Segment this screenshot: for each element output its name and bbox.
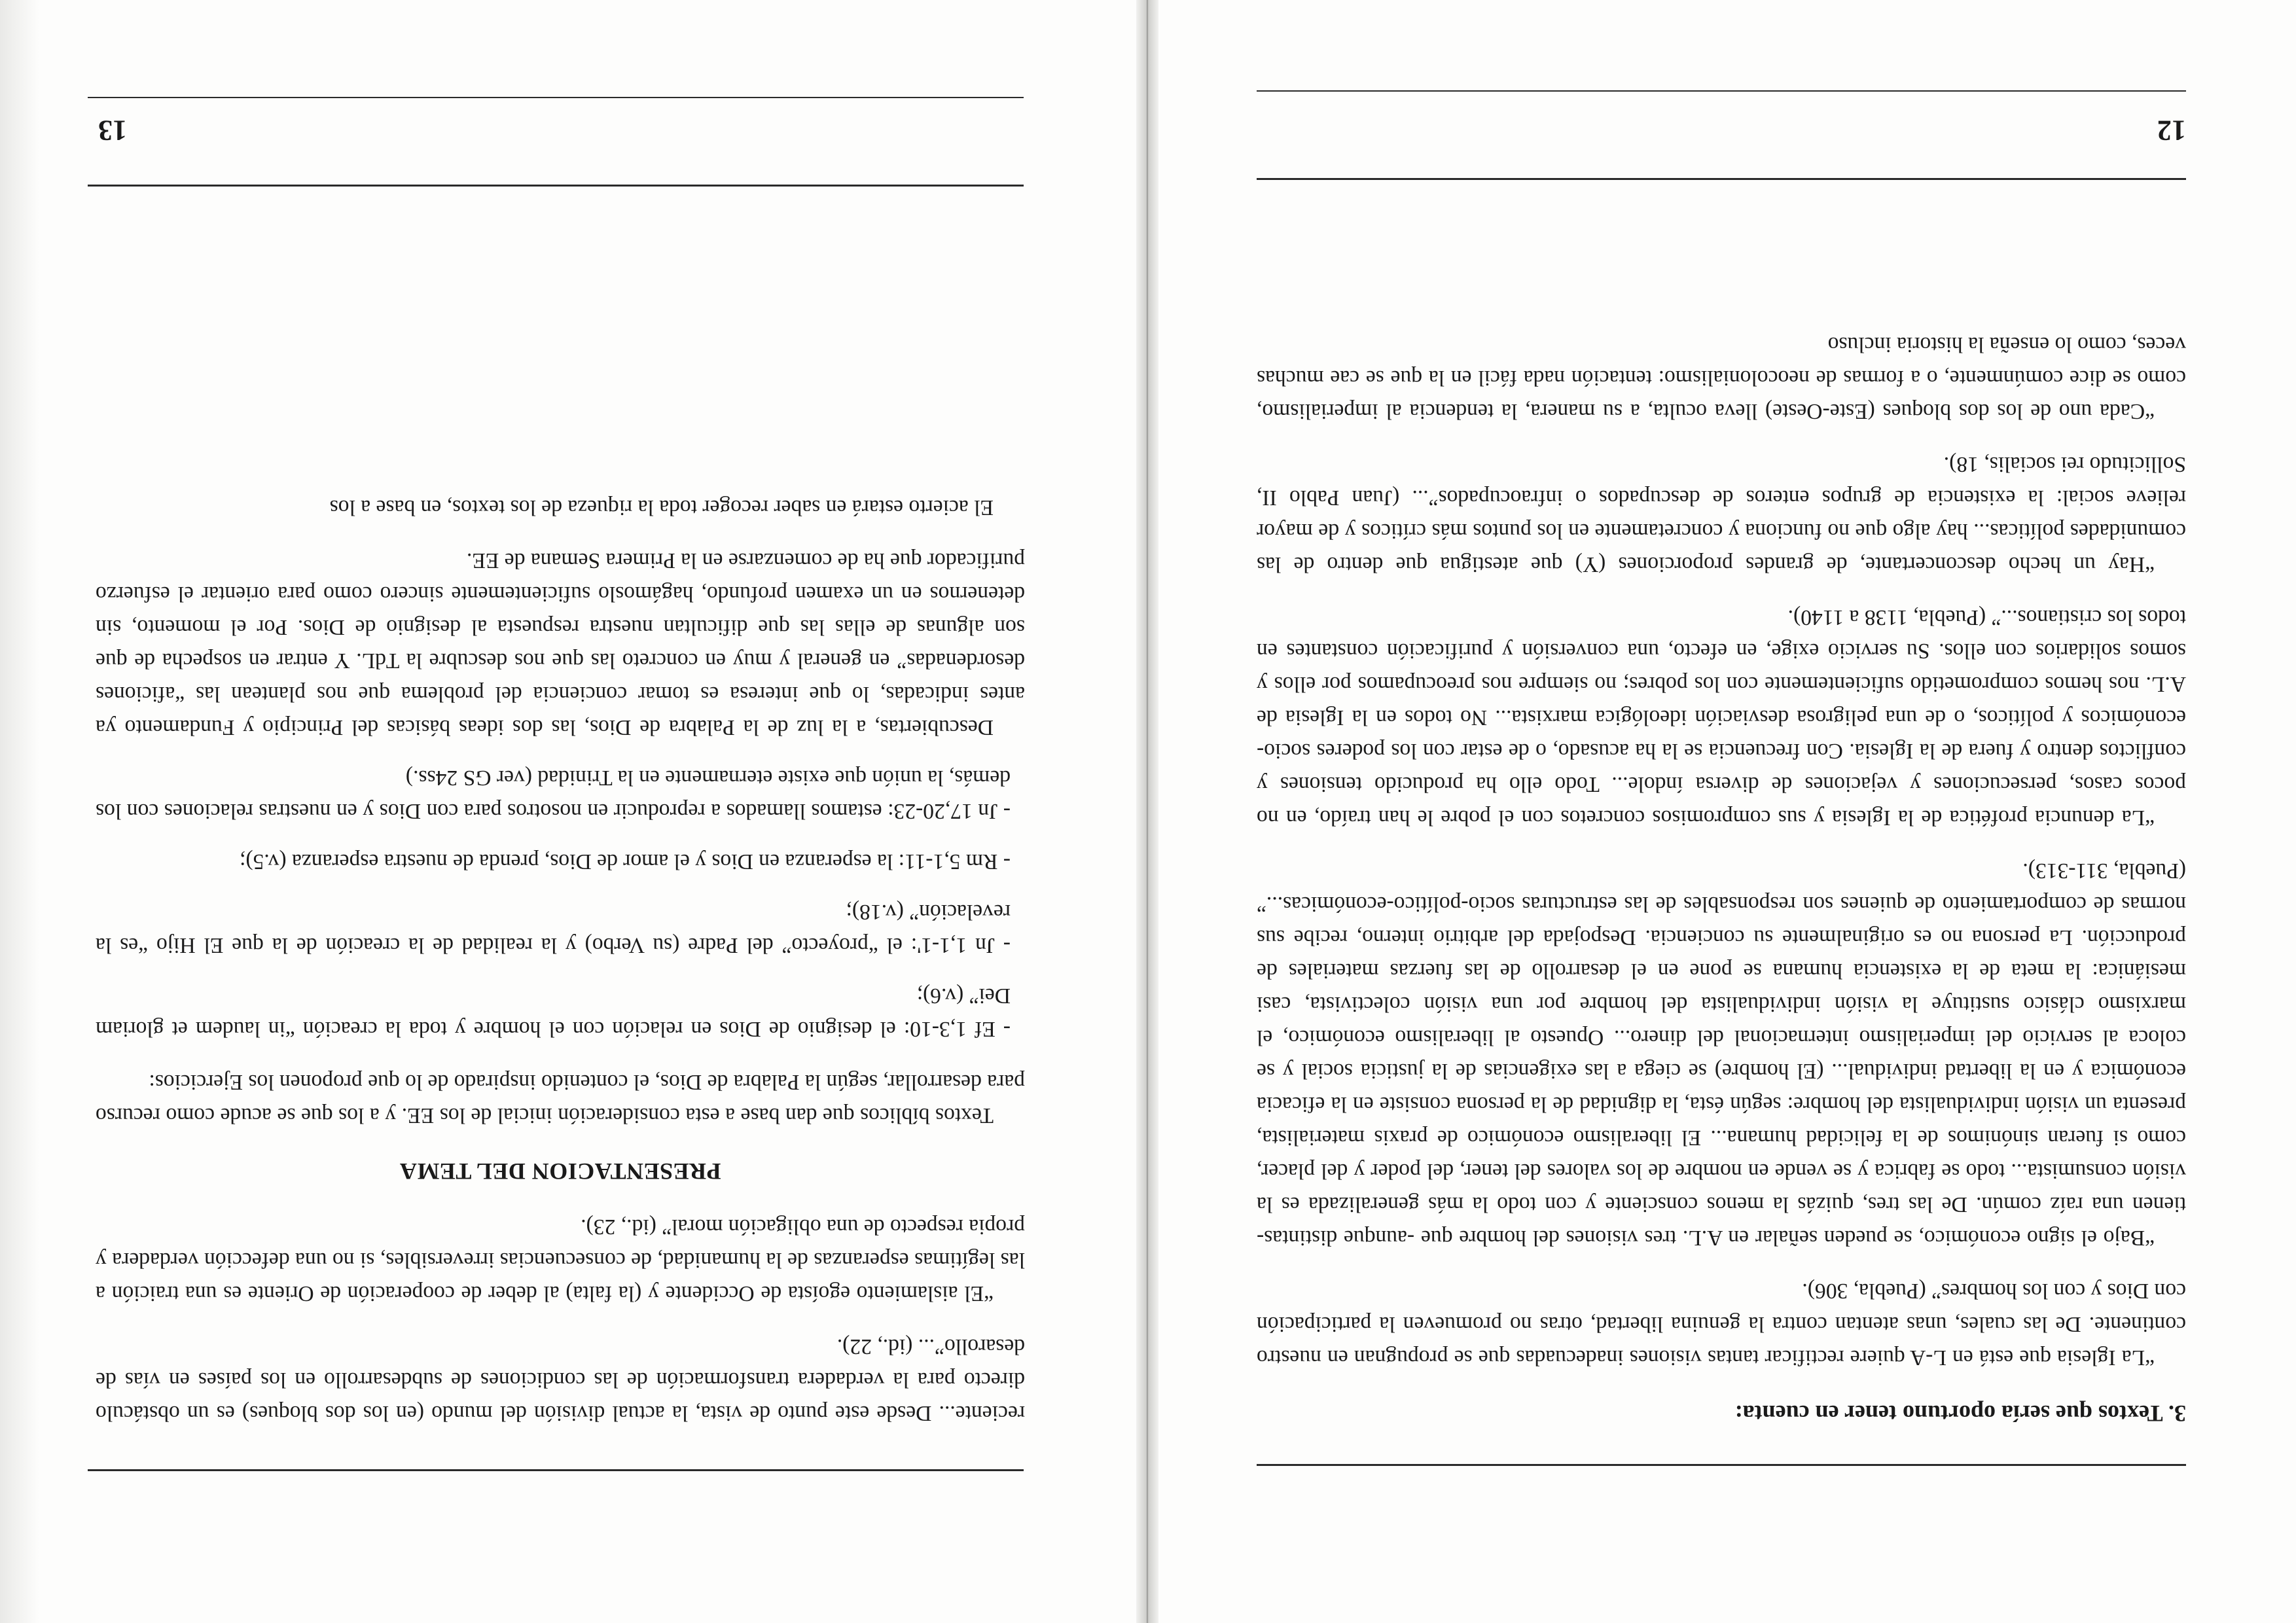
page-number: 12 (2157, 115, 2186, 147)
quote-paragraph: “La Iglesia que está en L-A quiere rectificar tantas visiones inadecuadas que se propugnan en nuestro continente. De las cuales, unas atentan contra la genuina libertad, otras no promueven la participación con Dios y con los hombres” (Puebla, 306). (1257, 1279, 2186, 1370)
page-edge-shadow (0, 0, 39, 1623)
footer-rule (1257, 90, 2186, 92)
continued-paragraph: reciente... Desde este punto de vista, la actual división del mundo (en los dos bloques) es un obstáculo directo para la verdadera transformación de las condiciones de subdesarrollo en los países en vías de desarollo”... (id., 22). (96, 1334, 1025, 1425)
page-12 (1148, 0, 2296, 1623)
quote-paragraph: “La denuncia profética de la Iglesia y sus compromisos concretos con el pobre le han traído, en no pocos casos, persecuciones y vejaciones de diversa índole... Todo ello ha producido tensiones y conflictos dentro y fuera de la Iglesia. Con frecuencia se la ha acusado, o de estar con los poderes socio-económicos y políticos, o de una peligrosa desviación ideológica marxista... No todos en la Iglesia de A.L. nos hemos comprometido suficientemente con los pobres; no siempre nos preocupamos por ellos y somos solidarios con ellos. Su servicio exige, en efecto, una conversión y purificación constantes en todos los cristianos...” (Puebla, 1138 a 1140). (1257, 605, 2186, 830)
body-paragraph: Descubiertas, a la luz de la Palabra de Dios, las dos ideas básicas del Principio y Fundamento ya antes indicadas, lo que interesa es tomar conciencia del problema que nos plantean las “aficiones desordenadas” en general y muy en concreto las que nos descubre la TdL. Y entrar en sospecha de que son algunas de ellas las que dificultan nuestra respuesta al designio de Dios. Por el momento, sin detenernos en un examen profundo, hagámoslo suficientemente sincero como para orientar el esfuerzo purificador que ha de comenzarse en la Primera Semana de EE. (96, 548, 1025, 740)
quote-paragraph: “Bajo el signo económico, se pueden señalar en A.L. tres visiones del hombre que -aunque distintas- tienen una raíz común. De las tres, quizás la menos consciente y con todo la más generalizada es la visión consumista... todo se fabrica y se vende en nombre de los valores del tener, del poder y del placer, como si fueran sinónimos de la felicidad humana... El liberalismo económico de praxis materialista, presenta un visión individualista del hombre: según ésta, la dignidad de la persona consiste en la eficacia económica y en la libertad individual... (El hombre) se ciega a las exigencias de la justicia social y se coloca al servicio del imperialismo internacional del dinero... Opuesto al liberalismo económico, el marxismo clásico sustituye la visión individualista del hombre por una visión colectivista, casi mesiánica: la meta de la existencia humana se pone en el desarrollo de las fuerzas materiales de producción. La persona no es originalmente su conciencia. Despojada del arbitrio interno, recibe sus normas de comportamiento de quienes son responsables de las estructuras socio-político-económicas...” (Puebla, 311-313). (1257, 859, 2186, 1250)
section-heading: PRESENTACION DEL TEMA (399, 1158, 721, 1185)
bottom-rule (88, 185, 1024, 187)
top-rule (88, 1469, 1024, 1471)
body-paragraph: El acierto estará en saber recoger toda la riqueza de los textos, en base a los (329, 495, 994, 520)
page-13-text-column (96, 471, 1025, 1430)
book-spine-shadow (1136, 0, 1158, 1623)
body-paragraph: Textos bíblicos que dan base a esta consideración inicial de los EE. y a los que se acude como recurso para desarrollar, según la Palabra de Dios, el contenido inspirado de lo que proponen los Ejercicios: (96, 1070, 1025, 1128)
scripture-item: - Rm 5,1-11: la esperanza en Dios y el amor de Dios, prenda de nuestra esperanza (v.5); (240, 849, 1011, 874)
footer-rule (88, 97, 1024, 98)
quote-paragraph: “El aislamiento egoísta de Occidente y (la falta) al deber de cooperación de Oriente es una traición a las legítimas esperanzas de la humanidad, de consecuencias irreversibles, si no una defección verdadera y propia respecto de una obligación moral” (id., 23). (96, 1215, 1025, 1306)
page-12-text-column (1257, 308, 2186, 1430)
quote-paragraph: “Hay un hecho desconcertante, de grandes proporciones (Y) que atestigua que dentro de las comunidades políticas... hay algo que no funciona y concretamente en los puntos más críticos y de mayor relieve social: la existencia de grupos enteros de descupados o infraocupados”... (Juan Pablo II, Sollicitudo rei socialis, 18). (1257, 452, 2186, 577)
bottom-rule (1257, 178, 2186, 180)
top-rule (1257, 1464, 2186, 1466)
quote-paragraph: “Cada uno de los dos bloques (Este-Oeste) lleva oculta, a su manera, la tendencia al imperialismo, como se dice comúnmente, o a formas de neocolonialismo: tentación nada fácil en la que se cae muchas veces, como lo enseña la historia incluso (1257, 332, 2186, 423)
page-number: 13 (98, 115, 127, 147)
section-heading: 3. Textos que sería oportuno tener en cuenta: (1734, 1400, 2186, 1427)
scripture-item: - Jn 1,1-1': el “proyecto” del Padre (su Verbo) y la realidad de la creación de la que El Hijo “es la revelación” (v.18); (96, 900, 1011, 957)
scripture-item: - Ef 1,3-10: el designio de Dios en relación con el hombre y toda la creación “in laudem et gloriam Dei” (v.6); (96, 984, 1011, 1041)
scripture-item: - Jn 17,20-23: estamos llamados a reproducir en nosotros para con Dios y en nuestras relaciones con los demás, la unión que existe eternamente en la Trinidad (ver GS 24ss.) (96, 766, 1011, 823)
